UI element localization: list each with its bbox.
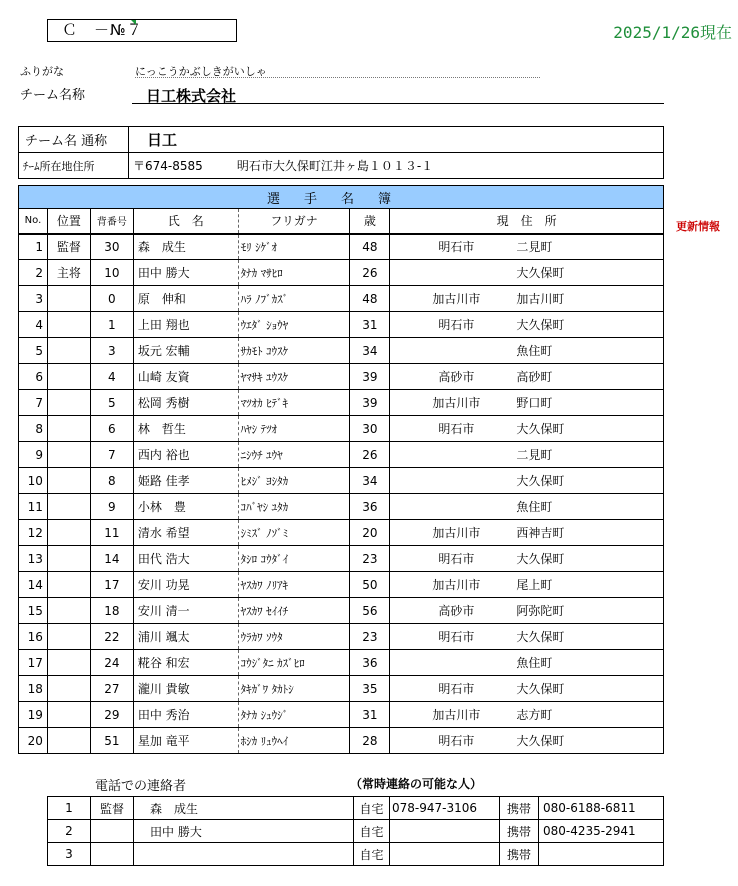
- mobile-label: 携帯: [500, 820, 539, 843]
- player-city: 加古川市: [432, 708, 481, 722]
- player-no: 15: [19, 598, 48, 624]
- player-position: [47, 442, 90, 468]
- update-info-link[interactable]: 更新情報: [676, 220, 720, 233]
- player-position: [47, 312, 90, 338]
- player-no: 8: [19, 416, 48, 442]
- player-age: 34: [350, 338, 390, 364]
- player-position: [47, 520, 90, 546]
- player-age: 39: [350, 364, 390, 390]
- player-age: 56: [350, 598, 390, 624]
- player-name: 松岡 秀樹: [133, 390, 238, 416]
- player-name: 西内 裕也: [133, 442, 238, 468]
- player-position: [47, 624, 90, 650]
- player-kana: ﾀｼﾛ ｺｳﾀﾞｲ: [238, 546, 350, 572]
- contact-no: 2: [48, 820, 91, 843]
- player-age: 50: [350, 572, 390, 598]
- player-address: [390, 338, 664, 364]
- player-number: 27: [90, 676, 133, 702]
- table-row: [19, 650, 664, 676]
- player-number: 6: [90, 416, 133, 442]
- mobile-phone: [539, 843, 664, 866]
- player-kana: ｼﾐｽﾞ ﾉｿﾞﾐ: [238, 520, 350, 546]
- player-city: 加古川市: [432, 292, 481, 306]
- table-row: [19, 338, 664, 364]
- roster-title: 選手名簿: [19, 186, 664, 209]
- alias-value: 日工: [129, 127, 664, 153]
- player-age: 36: [350, 650, 390, 676]
- player-kana: ﾏﾂｵｶ ﾋﾃﾞｷ: [238, 390, 350, 416]
- player-age: 34: [350, 468, 390, 494]
- player-position: [47, 572, 90, 598]
- player-town: 大久保町: [516, 630, 565, 644]
- player-name: 山崎 友資: [133, 364, 238, 390]
- player-address: [390, 390, 664, 416]
- player-number: 4: [90, 364, 133, 390]
- player-position: [47, 728, 90, 754]
- table-row: [19, 286, 664, 312]
- team-name-label: チーム名称: [20, 88, 86, 103]
- player-age: 39: [350, 390, 390, 416]
- player-age: 31: [350, 312, 390, 338]
- player-name: 瀧川 貴敏: [133, 676, 238, 702]
- furigana-label: ふりがな: [20, 65, 64, 78]
- table-row: [19, 390, 664, 416]
- player-address: [390, 624, 664, 650]
- player-position: [47, 676, 90, 702]
- team-name-value: 日工株式会社: [132, 85, 664, 104]
- player-address: [390, 728, 664, 754]
- player-position: [47, 416, 90, 442]
- player-address: [390, 468, 664, 494]
- contact-note: （常時連絡の可能な人）: [350, 777, 483, 791]
- player-town: 大久保町: [516, 734, 565, 748]
- postal-code: 〒674-8585: [133, 159, 203, 173]
- table-row: [19, 598, 664, 624]
- col-kana: フリガナ: [238, 209, 350, 234]
- table-row: [19, 728, 664, 754]
- player-name: 糀谷 和宏: [133, 650, 238, 676]
- player-town: 西神吉町: [516, 526, 565, 540]
- player-age: 23: [350, 546, 390, 572]
- player-town: 大久保町: [516, 266, 565, 280]
- player-age: 26: [350, 260, 390, 286]
- player-no: 9: [19, 442, 48, 468]
- table-row: [19, 520, 664, 546]
- player-town: 魚住町: [516, 500, 553, 514]
- player-no: 1: [19, 234, 48, 260]
- col-age: 歳: [350, 209, 390, 234]
- home-label: 自宅: [354, 843, 390, 866]
- player-name: 上田 翔也: [133, 312, 238, 338]
- player-number: 5: [90, 390, 133, 416]
- col-no: No.: [19, 209, 48, 234]
- player-position: [47, 494, 90, 520]
- player-town: 野口町: [516, 396, 553, 410]
- player-number: 29: [90, 702, 133, 728]
- player-age: 31: [350, 702, 390, 728]
- player-kana: ﾀｷｶﾞﾜ ﾀｶﾄｼ: [238, 676, 350, 702]
- player-address: [390, 676, 664, 702]
- player-no: 4: [19, 312, 48, 338]
- player-age: 26: [350, 442, 390, 468]
- player-no: 6: [19, 364, 48, 390]
- player-city: 明石市: [438, 734, 475, 748]
- player-name: 安川 清一: [133, 598, 238, 624]
- player-address: [390, 494, 664, 520]
- player-name: 田代 浩大: [133, 546, 238, 572]
- contact-name: [134, 843, 354, 866]
- player-city: 高砂市: [438, 604, 475, 618]
- table-row: [19, 572, 664, 598]
- player-age: 30: [350, 416, 390, 442]
- contact-label: 電話での連絡者: [95, 779, 187, 794]
- team-info-table: [18, 126, 664, 179]
- player-town: 志方町: [516, 708, 553, 722]
- roster-header-row: [19, 209, 664, 234]
- player-position: [47, 390, 90, 416]
- player-no: 11: [19, 494, 48, 520]
- player-number: 22: [90, 624, 133, 650]
- player-town: 大久保町: [516, 682, 565, 696]
- player-age: 28: [350, 728, 390, 754]
- mobile-phone: 080-6188-6811: [539, 797, 664, 820]
- contact-row: [48, 797, 664, 820]
- doc-number: Ｃ －№７: [62, 21, 143, 39]
- player-city: 明石市: [438, 682, 475, 696]
- player-name: 浦川 颯太: [133, 624, 238, 650]
- home-label: 自宅: [354, 820, 390, 843]
- player-no: 5: [19, 338, 48, 364]
- furigana-value: にっこうかぶしきがいしゃ: [135, 63, 540, 78]
- player-kana: ｳﾗｶﾜ ｿｳﾀ: [238, 624, 350, 650]
- player-position: [47, 702, 90, 728]
- player-city: 明石市: [438, 318, 475, 332]
- contact-role: [91, 843, 134, 866]
- player-number: 17: [90, 572, 133, 598]
- player-name: 田中 勝大: [133, 260, 238, 286]
- player-name: 清水 希望: [133, 520, 238, 546]
- player-number: 1: [90, 312, 133, 338]
- table-row: [19, 364, 664, 390]
- player-kana: ﾓﾘ ｼｹﾞｵ: [238, 234, 350, 260]
- player-position: [47, 364, 90, 390]
- player-kana: ﾀﾅｶ ﾏｻﾋﾛ: [238, 260, 350, 286]
- mobile-label: 携帯: [500, 843, 539, 866]
- player-name: 田中 秀治: [133, 702, 238, 728]
- player-age: 36: [350, 494, 390, 520]
- player-age: 35: [350, 676, 390, 702]
- player-address: [390, 520, 664, 546]
- player-position: [47, 598, 90, 624]
- contact-row: [48, 820, 664, 843]
- player-no: 13: [19, 546, 48, 572]
- player-town: 阿弥陀町: [516, 604, 565, 618]
- mobile-label: 携帯: [500, 797, 539, 820]
- player-number: 0: [90, 286, 133, 312]
- player-kana: ﾆｼｳﾁ ﾕｳﾔ: [238, 442, 350, 468]
- player-town: 二見町: [516, 448, 553, 462]
- as-of-date: 2025/1/26現在: [613, 23, 732, 42]
- player-name: 森 成生: [133, 234, 238, 260]
- player-no: 18: [19, 676, 48, 702]
- alias-label: チーム名 通称: [19, 127, 129, 153]
- player-kana: ﾀﾅｶ ｼｭｳｼﾞ: [238, 702, 350, 728]
- contact-no: 1: [48, 797, 91, 820]
- home-label: 自宅: [354, 797, 390, 820]
- player-address: [390, 598, 664, 624]
- address-label: ﾁｰﾑ所在地住所: [19, 153, 129, 179]
- player-no: 20: [19, 728, 48, 754]
- player-name: 林 哲生: [133, 416, 238, 442]
- player-town: 大久保町: [516, 474, 565, 488]
- player-number: 11: [90, 520, 133, 546]
- player-city: 明石市: [438, 422, 475, 436]
- table-row: [19, 624, 664, 650]
- player-city: 明石市: [438, 630, 475, 644]
- player-no: 12: [19, 520, 48, 546]
- player-age: 20: [350, 520, 390, 546]
- player-town: 魚住町: [516, 656, 553, 670]
- player-no: 14: [19, 572, 48, 598]
- player-number: 3: [90, 338, 133, 364]
- player-position: 主将: [47, 260, 90, 286]
- table-row: [19, 702, 664, 728]
- player-name: 小林 豊: [133, 494, 238, 520]
- contact-table: [47, 796, 664, 866]
- player-kana: ﾔｽｶﾜ ｾｲｲﾁ: [238, 598, 350, 624]
- player-number: 24: [90, 650, 133, 676]
- player-kana: ｺｳｼﾞﾀﾆ ｶｽﾞﾋﾛ: [238, 650, 350, 676]
- player-age: 23: [350, 624, 390, 650]
- player-name: 原 伸和: [133, 286, 238, 312]
- player-address: [390, 234, 664, 260]
- player-number: 30: [90, 234, 133, 260]
- col-name: 氏 名: [133, 209, 238, 234]
- col-position: 位置: [47, 209, 90, 234]
- player-kana: ﾋﾒｼﾞ ﾖｼﾀｶ: [238, 468, 350, 494]
- home-phone: [390, 820, 500, 843]
- contact-name: 田中 勝大: [134, 820, 354, 843]
- player-town: 大久保町: [516, 552, 565, 566]
- player-town: 大久保町: [516, 422, 565, 436]
- player-number: 14: [90, 546, 133, 572]
- player-number: 18: [90, 598, 133, 624]
- player-number: 51: [90, 728, 133, 754]
- player-address: [390, 364, 664, 390]
- player-number: 10: [90, 260, 133, 286]
- player-address: [390, 442, 664, 468]
- player-city: 加古川市: [432, 396, 481, 410]
- player-no: 16: [19, 624, 48, 650]
- player-position: [47, 650, 90, 676]
- player-kana: ｳｴﾀﾞ ｼｮｳﾔ: [238, 312, 350, 338]
- player-town: 魚住町: [516, 344, 553, 358]
- player-number: 9: [90, 494, 133, 520]
- table-row: [19, 416, 664, 442]
- player-kana: ﾔﾏｻｷ ﾕｳｽｹ: [238, 364, 350, 390]
- player-position: 監督: [47, 234, 90, 260]
- player-no: 19: [19, 702, 48, 728]
- player-position: [47, 546, 90, 572]
- player-no: 7: [19, 390, 48, 416]
- player-address: [390, 312, 664, 338]
- contact-row: [48, 843, 664, 866]
- player-number: 7: [90, 442, 133, 468]
- player-address: [390, 416, 664, 442]
- player-name: 坂元 宏輔: [133, 338, 238, 364]
- player-kana: ｻｶﾓﾄ ｺｳｽｹ: [238, 338, 350, 364]
- player-address: [390, 286, 664, 312]
- table-row: [19, 546, 664, 572]
- home-phone: 078-947-3106: [390, 797, 500, 820]
- player-city: 加古川市: [432, 526, 481, 540]
- player-city: 明石市: [438, 240, 475, 255]
- player-kana: ﾔｽｶﾜ ﾉﾘｱｷ: [238, 572, 350, 598]
- player-kana: ﾎｼｶ ﾘｭｳﾍｲ: [238, 728, 350, 754]
- player-name: 星加 竜平: [133, 728, 238, 754]
- player-age: 48: [350, 234, 390, 260]
- player-address: [390, 650, 664, 676]
- player-address: [390, 702, 664, 728]
- player-address: [390, 572, 664, 598]
- player-town: 加古川町: [516, 292, 565, 306]
- player-town: 高砂町: [516, 370, 553, 384]
- player-position: [47, 286, 90, 312]
- player-address: [390, 260, 664, 286]
- player-name: 姫路 佳孝: [133, 468, 238, 494]
- table-row: [19, 676, 664, 702]
- table-row: [19, 442, 664, 468]
- player-age: 48: [350, 286, 390, 312]
- player-town: 大久保町: [516, 318, 565, 332]
- player-no: 3: [19, 286, 48, 312]
- contact-role: [91, 820, 134, 843]
- doc-number-box: [47, 19, 237, 42]
- player-name: 安川 功晃: [133, 572, 238, 598]
- table-row: [19, 260, 664, 286]
- player-address: [390, 546, 664, 572]
- player-no: 10: [19, 468, 48, 494]
- player-no: 2: [19, 260, 48, 286]
- cell-comment-marker: [131, 20, 136, 25]
- home-phone: [390, 843, 500, 866]
- team-address: 明石市大久保町江井ヶ島１０１３-１: [236, 159, 434, 173]
- player-city: 加古川市: [432, 578, 481, 592]
- player-position: [47, 468, 90, 494]
- table-row: [19, 312, 664, 338]
- contact-name: 森 成生: [134, 797, 354, 820]
- player-kana: ｺﾊﾞﾔｼ ﾕﾀｶ: [238, 494, 350, 520]
- player-position: [47, 338, 90, 364]
- player-kana: ﾊﾔｼ ﾃﾂｵ: [238, 416, 350, 442]
- contact-role: 監督: [91, 797, 134, 820]
- roster-table: [18, 185, 664, 754]
- player-town: 尾上町: [516, 578, 553, 592]
- table-row: [19, 468, 664, 494]
- mobile-phone: 080-4235-2941: [539, 820, 664, 843]
- contact-no: 3: [48, 843, 91, 866]
- col-address: 現 住 所: [390, 209, 664, 234]
- player-city: 明石市: [438, 552, 475, 566]
- table-row: [19, 494, 664, 520]
- table-row: [19, 234, 664, 260]
- player-city: 高砂市: [438, 370, 475, 384]
- player-number: 8: [90, 468, 133, 494]
- player-no: 17: [19, 650, 48, 676]
- col-number: 背番号: [90, 209, 133, 234]
- player-kana: ﾊﾗ ﾉﾌﾞｶｽﾞ: [238, 286, 350, 312]
- player-town: 二見町: [516, 240, 553, 255]
